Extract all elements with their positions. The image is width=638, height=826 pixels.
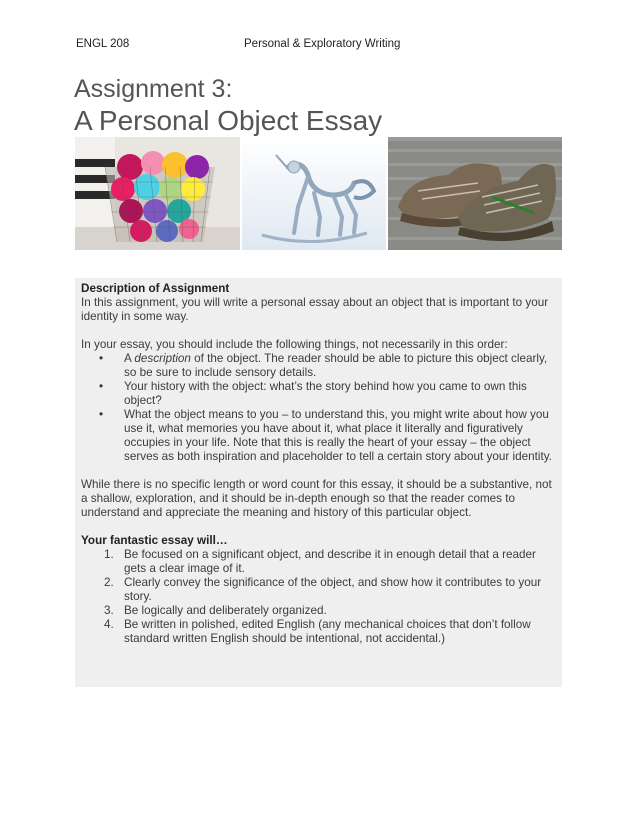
title-line-2: A Personal Object Essay [74,105,383,136]
criteria-list [81,548,556,646]
list-item: 3. Be logically and deliberately organized. [104,604,327,617]
yarn-basket-photo [75,137,240,250]
assignment-details-box [75,278,562,687]
course-subject: Personal & Exploratory Writing [244,38,401,50]
list-item: • Your history with the object: what’s the story behind how you came to own this object? [124,380,556,408]
include-intro: In your essay, you should include the following things, not necessarily in this order: [81,338,508,351]
list-item: 1. Be focused on a significant object, and describe it in enough detail that a reader gets a clear image of it. [104,548,536,575]
include-list [81,352,556,464]
course-code: ENGL 208 [76,38,130,50]
list-item: 4. Be written in polished, edited English (any mechanical choices that don’t follow standard written English should be intentional, not accidental.) [104,618,531,645]
worn-sneakers-photo [388,137,562,250]
list-item: • What the object means to you – to understand this, you might write about how you use it, what memories you have about it, what place it literally and figuratively occupies in your life. Note that this is really the heart of your essay – the object serves as both inspiration and placeholder to tell a certain story about your identity. [124,408,556,464]
description-heading: Description of Assignment [81,282,230,295]
photo-strip [75,137,562,250]
description-intro: In this assignment, you will write a personal essay about an object that is important to your identity in some way. [81,296,549,323]
glass-unicorn-photo [242,137,386,250]
list-item: 2. Clearly convey the significance of the object, and show how it contributes to your story. [104,576,542,603]
length-note: While there is no specific length or word count for this essay, it should be a substantive, not a shallow, exploration, and it should be in-depth enough so that the reader comes to understand and appreciate the meaning and history of this particular object. [81,478,552,519]
criteria-heading: Your fantastic essay will… [81,534,228,547]
page-title [74,74,574,138]
list-item: • A description of the object. The reader should be able to picture this object clearly, so be sure to include sensory details. [124,352,556,380]
title-line-1: Assignment 3: [74,75,233,103]
